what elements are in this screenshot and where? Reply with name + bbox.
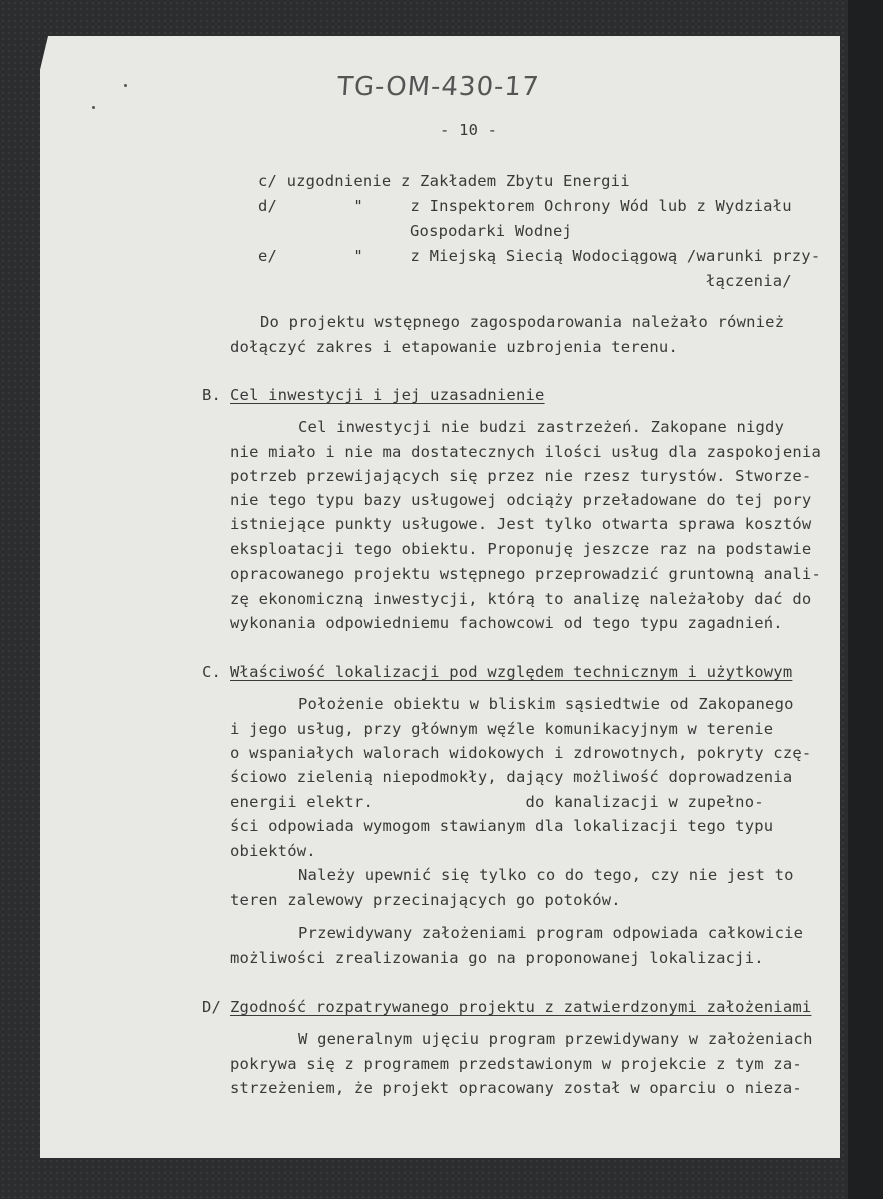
text-line: nie tego typu bazy usługowej odciąży przeładowane do tej pory xyxy=(230,491,812,509)
text-line: Gospodarki Wodnej xyxy=(410,222,573,240)
text-line: energii elektr. do kanalizacji w zupełno- xyxy=(230,793,764,811)
text-line: istniejące punkty usługowe. Jest tylko otwarta sprawa kosztów xyxy=(230,515,812,533)
text-line: teren zalewowy przecinających go potoków. xyxy=(230,891,621,909)
text-line: W generalnym ujęciu program przewidywany w założeniach xyxy=(298,1030,813,1048)
scanner-edge xyxy=(848,0,883,1199)
text-line: Przewidywany założeniami program odpowiada całkowicie xyxy=(298,924,804,942)
text-line: łączenia/ xyxy=(706,272,792,290)
ink-dot xyxy=(124,84,127,87)
text-line: o wspaniałych walorach widokowych i zdrowotnych, pokryty czę- xyxy=(230,744,812,762)
text-line: nie miało i nie ma dostatecznych ilości usług dla zaspokojenia xyxy=(230,443,821,461)
text-line: Do projektu wstępnego zagospodarowania należało również xyxy=(260,313,785,331)
text-line: c/ uzgodnienie z Zakładem Zbytu Energii xyxy=(258,172,630,190)
text-line: Należy upewnić się tylko co do tego, czy nie jest to xyxy=(298,866,794,884)
text-line: i jego usług, przy głównym węźle komunikacyjnym w terenie xyxy=(230,720,774,738)
text-line: D/ xyxy=(202,998,222,1016)
section-heading: Zgodność rozpatrywanego projektu z zatwierdzonymi założeniami xyxy=(230,998,812,1016)
text-line: pokrywa się z programem przedstawionym w projekcie z tym za- xyxy=(230,1055,802,1073)
text-line: d/ " z Inspektorem Ochrony Wód lub z Wydziału xyxy=(258,197,792,215)
section-heading: Cel inwestycji i jej uzasadnienie xyxy=(230,386,545,404)
ink-dot xyxy=(92,106,95,109)
text-line: opracowanego projektu wstępnego przeprowadzić gruntowną anali- xyxy=(230,565,821,583)
text-line: eksploatacji tego obiektu. Proponuję jeszcze raz na podstawie xyxy=(230,540,812,558)
text-line: ści odpowiada wymogom stawianym dla lokalizacji tego typu xyxy=(230,817,774,835)
text-line: Położenie obiektu w bliskim sąsiedtwie od Zakopanego xyxy=(298,695,794,713)
text-line: ściowo zielenią niepodmokły, dający możliwość doprowadzenia xyxy=(230,768,793,786)
text-line: zę ekonomiczną inwestycji, którą to analizę należałoby dać do xyxy=(230,590,812,608)
text-line: C. xyxy=(202,663,222,681)
page-number: - 10 - xyxy=(440,121,498,139)
text-line: obiektów. xyxy=(230,842,316,860)
text-line: dołączyć zakres i etapowanie uzbrojenia terenu. xyxy=(230,338,678,356)
text-line: strzeżeniem, że projekt opracowany został w oparciu o nieza- xyxy=(230,1079,802,1097)
section-heading: Właściwość lokalizacji pod względem technicznym i użytkowym xyxy=(230,663,793,681)
text-line: potrzeb przewijających się przez nie rzesz turystów. Stworze- xyxy=(230,467,812,485)
text-line: wykonania odpowiedniemu fachowcowi od tego typu zagadnień. xyxy=(230,614,783,632)
text-line: Cel inwestycji nie budzi zastrzeżeń. Zakopane nigdy xyxy=(298,418,785,436)
text-line: e/ " z Miejską Siecią Wodociągową /warunki przy- xyxy=(258,247,821,265)
handwritten-doc-id: TG-OM-430-17 xyxy=(335,72,541,102)
text-line: B. xyxy=(202,386,222,404)
text-line: możliwości zrealizowania go na proponowanej lokalizacji. xyxy=(230,949,764,967)
